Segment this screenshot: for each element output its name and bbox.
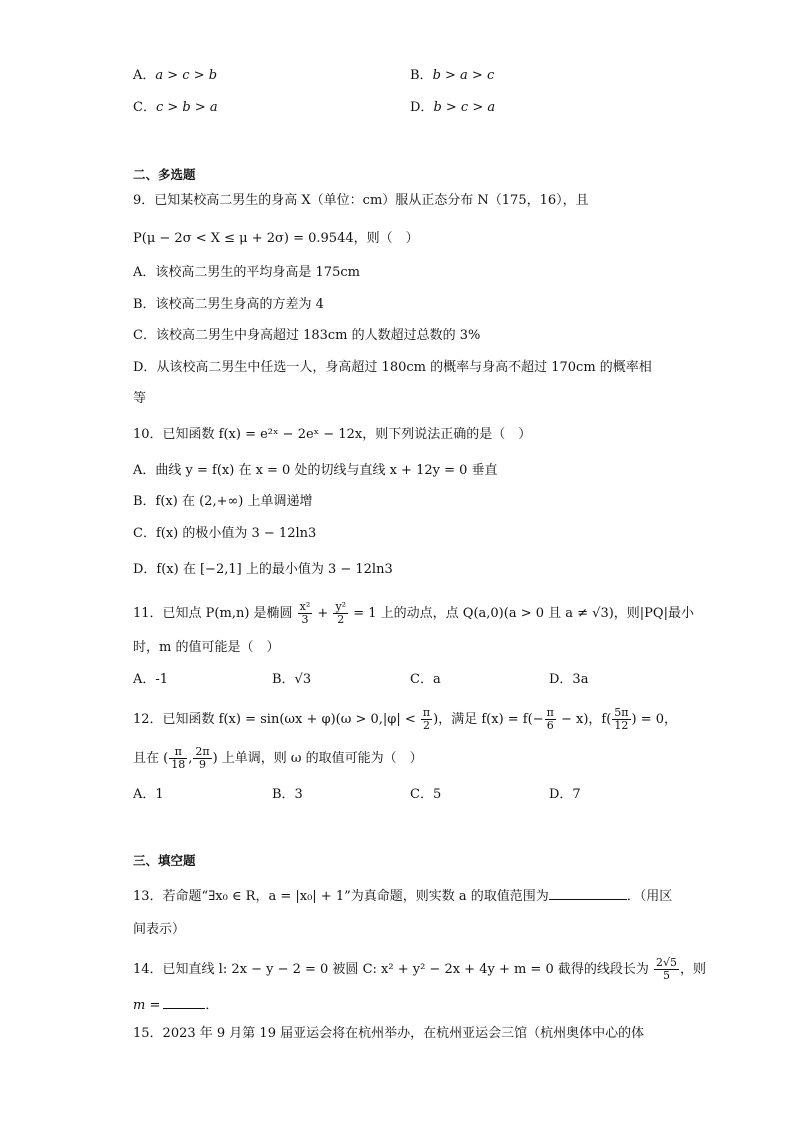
q13-stem-line2: 间表示） [133,922,186,937]
ellipse-x-fraction: $\frac{\text{x²}}{3}$ [299,600,311,626]
q8-option-c: C．c > b > a [133,100,218,115]
q10-option-b: B．f(x) 在 (2,+∞) 上单调递增 [133,494,313,509]
q11-option-c: C．a [410,672,441,687]
q9-stem-line2: P(μ − 2σ < X ≤ μ + 2σ) = 0.9544，则（ ） [133,231,419,246]
q12-option-b: B．3 [272,787,303,802]
q10-option-a: A．曲线 y = f(x) 在 x = 0 处的切线与直线 x + 12y = 0 垂直 [133,463,498,478]
q11-stem-line1: 11．已知点 P(m,n) 是椭圆 $\frac{\text{x²}}{3}$ + $\frac{\text{y²}}{2}$ = 1 上的动点，点 Q(a,0)(a > 0 且 a ≠ √3)，则|PQ|最小 [133,600,694,626]
q8-option-d: D．b > c > a [410,100,496,115]
answer-blank [549,885,627,900]
q14-stem-line1: 14．已知直线 l: 2x − y − 2 = 0 被圆 C: x² + y² − 2x + 4y + m = 0 截得的线段长为 $\frac{2√5}{5}$ ，则 [133,956,707,982]
q12-option-c: C．5 [410,787,442,802]
section-title-multi-choice: 二、多选题 [133,167,196,182]
q11-option-a: A．-1 [133,672,169,687]
q10-option-d: D．f(x) 在 [−2,1] 上的最小值为 3 − 12ln3 [133,562,393,577]
q10-option-c: C．f(x) 的极小值为 3 − 12ln3 [133,526,317,541]
ellipse-y-fraction: $\frac{\text{y²}}{2}$ [335,600,347,626]
q11-option-d: D．3a [549,672,589,687]
q9-option-c: C．该校高二男生中身高超过 183cm 的人数超过总数的 3% [133,328,481,343]
q11-option-b: B．√3 [272,672,312,687]
q8-option-a: A．a > c > b [133,68,218,83]
q14-stem-line2: m = ． [133,994,218,1015]
chord-length-fraction: $\frac{2√5}{5}$ [656,956,678,982]
answer-blank [163,994,205,1009]
q9-option-d-line1: D．从该校高二男生中任选一人，身高超过 180cm 的概率与身高不超过 170cm 的概率相 [133,360,652,375]
section-title-fill-in: 三、填空题 [133,853,196,868]
q10-stem: 10．已知函数 f(x) = e²ˣ − 2eˣ − 12x，则下列说法正确的是（ ） [133,427,532,442]
q15-stem-line1: 15．2023 年 9 月第 19 届亚运会将在杭州举办，在杭州亚运会三馆（杭州奥体中心的体 [133,1026,645,1041]
q9-stem-line1: 9．已知某校高二男生的身高 X（单位：cm）服从正态分布 N（175，16），且 [133,193,589,208]
q8-option-b: B．b > a > c [410,68,495,83]
q12-stem-line1: 12．已知函数 f(x) = sin(ωx + φ)(ω > 0,|φ| < $\frac{\pi}{2}$ )，满足 f(x) = f(− $\frac{\pi}{6}$ − x)，f( $\frac{5\pi}{12}$ ) = 0， [133,706,678,732]
q11-stem-line2: 时，m 的值可能是（ ） [133,640,280,655]
q12-option-d: D．7 [549,787,581,802]
q9-option-b: B．该校高二男生身高的方差为 4 [133,297,324,312]
q12-stem-line2: 且在 ( $\frac{\pi}{18}$ , $\frac{2\pi}{9}$ ) 上单调，则 ω 的取值可能为（ ） [133,745,423,771]
q12-option-a: A．1 [133,787,164,802]
q9-option-a: A．该校高二男生的平均身高是 175cm [133,265,360,280]
q9-option-d-line2: 等 [133,391,147,406]
q13-stem-line1: 13．若命题“∃x₀ ∈ R，a = |x₀| + 1”为真命题，则实数 a 的取值范围为 ．（用区 [133,885,672,906]
